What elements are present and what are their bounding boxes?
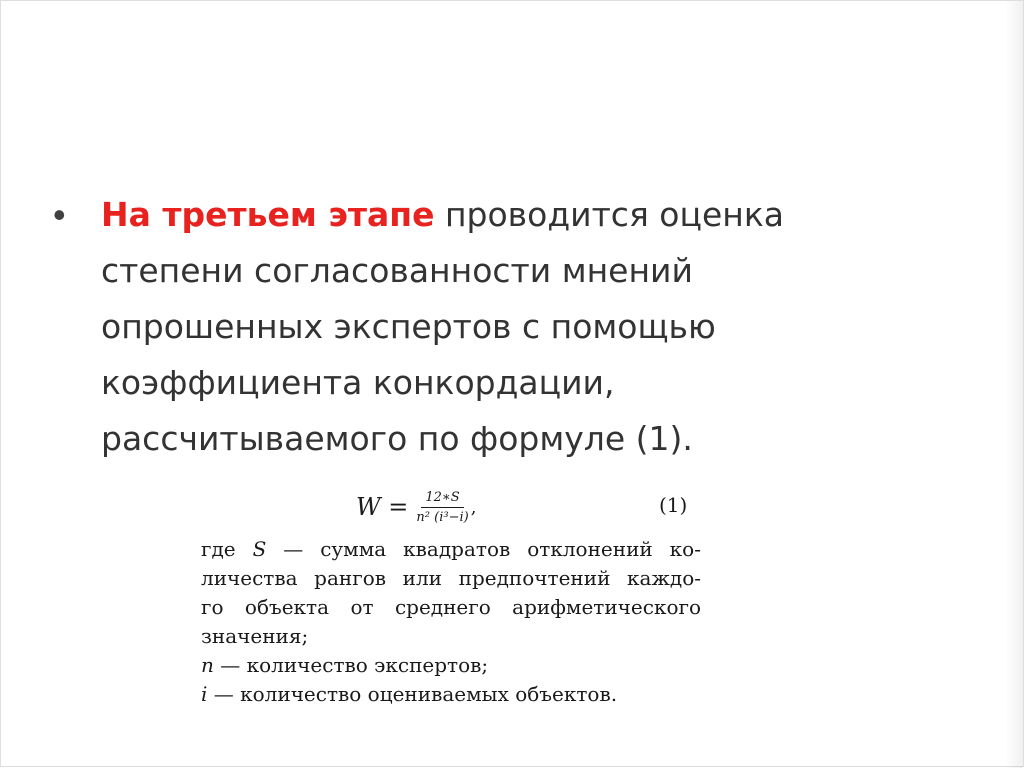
formula-numerator: 12∗S <box>421 490 463 508</box>
formula-fraction <box>416 490 468 525</box>
formula <box>356 485 476 529</box>
bullet-highlight: На третьем этапе <box>101 195 435 234</box>
formula-denominator: n² (i³−i) <box>416 509 469 525</box>
bullet-line-4: коэффициента конкордации, <box>101 363 615 402</box>
definition-line <box>201 680 701 709</box>
bullet-text <box>101 187 921 467</box>
formula-row <box>191 479 711 535</box>
bullet-line-3: опрошенных экспертов с помощью <box>101 307 716 346</box>
definition-line: значения; <box>201 624 309 648</box>
formula-lhs: W = <box>356 493 409 521</box>
formula-excerpt <box>191 479 711 719</box>
definition-prefix: где <box>201 537 253 561</box>
bullet-line-1-rest: проводится оценка <box>434 195 784 234</box>
definition-variable: i <box>201 682 208 706</box>
definition-line <box>201 651 701 680</box>
definition-variable: S <box>252 537 267 561</box>
equation-number: (1) <box>659 493 688 517</box>
formula-tail: , <box>470 496 477 518</box>
definition-line <box>201 535 701 564</box>
definition-line: го объекта от среднего арифметического <box>201 595 701 619</box>
bullet-dot-icon: • <box>53 194 66 235</box>
definition-text: — количество оцениваемых объектов. <box>207 682 618 706</box>
bullet-line-1 <box>101 187 921 243</box>
slide-shadow-edge <box>1005 1 1023 768</box>
excerpt-definitions <box>201 535 701 709</box>
bullet-line-2: степени согласованности мнений <box>101 251 693 290</box>
definition-text: — сумма квадратов отклонений ко- <box>266 537 701 561</box>
definition-line: личества рангов или предпочтений каждо- <box>201 566 701 590</box>
bullet-line-5: рассчитываемого по формуле (1). <box>101 419 693 458</box>
definition-text: — количество экспертов; <box>213 653 489 677</box>
definition-variable: n <box>201 653 214 677</box>
